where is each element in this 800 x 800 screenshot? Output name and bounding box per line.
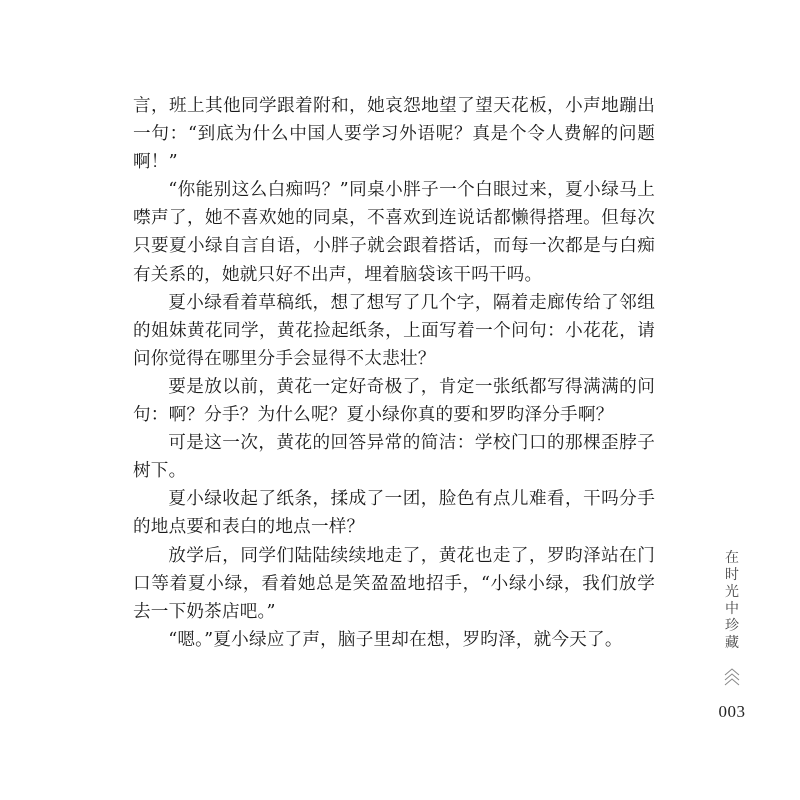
paragraph-6: 夏小绿收起了纸条，揉成了一团，脸色有点儿难看，干吗分手的地点要和表白的地点一样？ — [133, 489, 655, 538]
title-char: 时 — [725, 567, 739, 583]
title-char: 在 — [725, 550, 739, 566]
title-char: 中 — [725, 601, 739, 617]
side-margin — [712, 550, 752, 722]
title-char: 珍 — [725, 618, 739, 634]
paragraph-1: 言，班上其他同学跟着附和，她哀怨地望了望天花板，小声地蹦出一句：“到底为什么中国人要学习外语呢？真是个令人费解的问题啊！” — [133, 96, 655, 173]
body-text — [133, 92, 655, 654]
paragraph-8: “嗯。”夏小绿应了声，脑子里却在想，罗昀泽，就今天了。 — [168, 629, 623, 650]
title-char: 藏 — [725, 635, 739, 651]
paragraph-3: 夏小绿看着草稿纸，想了想写了几个字，隔着走廊传给了邻组的姐妹黄花同学，黄花捡起纸条，上面写着一个问句：小花花，请问你觉得在哪里分手会显得不太悲壮？ — [133, 292, 655, 369]
paragraph-4: 要是放以前，黄花一定好奇极了，肯定一张纸都写得满满的问句：啊？分手？为什么呢？夏小绿你真的要和罗昀泽分手啊？ — [133, 376, 655, 426]
paragraph-2: “你能别这么白痴吗？”同桌小胖子一个白眼过来，夏小绿马上噤声了，她不喜欢她的同桌，不喜欢到连说话都懒得搭理。但每次只要夏小绿自言自语，小胖子就会跟着搭话，而每一次都是与白痴有关系的，她就只好不出声，埋着脑袋该干吗干吗。 — [133, 180, 655, 285]
title-char: 光 — [725, 584, 739, 600]
running-title-vertical — [725, 550, 739, 652]
paragraph-5: 可是这一次，黄花的回答异常的简洁：学校门口的那棵歪脖子树下。 — [133, 433, 655, 482]
chevron-up-triple-icon — [723, 668, 741, 692]
paragraph-7: 放学后，同学们陆陆续续地走了，黄花也走了，罗昀泽站在门口等着夏小绿，看着她总是笑盈盈地招手，“小绿小绿，我们放学去一下奶茶店吧。” — [133, 545, 655, 622]
page-number: 003 — [718, 702, 746, 721]
